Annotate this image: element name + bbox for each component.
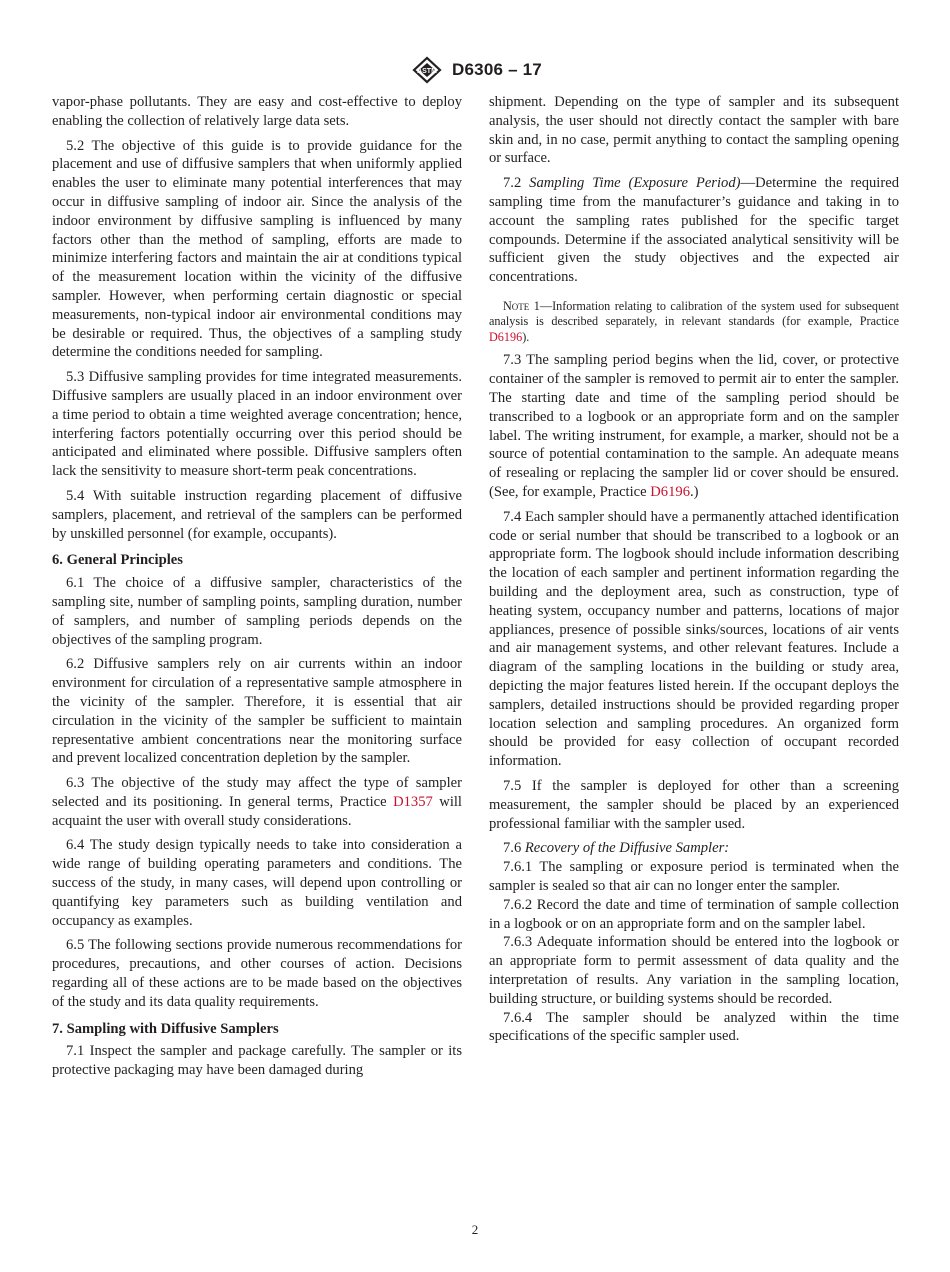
paragraph-continued: vapor-phase pollutants. They are easy and cost-effective to deploy enabling the collection of relatively large data sets.	[52, 94, 462, 129]
paragraph-7-6-1: 7.6.1 The sampling or exposure period is terminated when the sampler is sealed so that air can no longer enter the sampler.	[489, 859, 899, 894]
document-id: D6306 – 17	[452, 60, 542, 79]
paragraph-6-5: 6.5 The following sections provide numerous recommendations for procedures, precautions, and other courses of action. Decisions regarding all of these actions are to be made based on the objectives of the study and its data quality requirements.	[52, 937, 462, 1010]
paragraph-6-1: 6.1 The choice of a diffusive sampler, characteristics of the sampling site, number of sampling points, sampling duration, number of samplers, and number of sampling periods depends on the objectives of the sampling program.	[52, 575, 462, 648]
page-number: 2	[471, 1222, 479, 1237]
paragraph-continued: shipment. Depending on the type of sampler and its subsequent analysis, the user should not directly contact the sampler with bare skin and, in no case, permit anything to contact the sampling opening or surface.	[489, 94, 899, 167]
paragraph-7-1: 7.1 Inspect the sampler and package carefully. The sampler or its protective packaging may have been damaged during	[52, 1043, 462, 1079]
section-heading-7: 7. Sampling with Diffusive Samplers	[52, 1020, 279, 1037]
astm-logo-icon	[408, 55, 446, 85]
paragraph-7-6: 7.6 Recovery of the Diffusive Sampler:	[503, 840, 730, 857]
paragraph-7-6-2: 7.6.2 Record the date and time of termination of sample collection in a logbook or on an appropriate form and on the sampler label.	[489, 896, 899, 932]
paragraph-5-4: 5.4 With suitable instruction regarding placement of diffusive samplers, placement, and retrieval of the samplers can be performed by unskilled personnel (for example, occupants).	[52, 487, 462, 542]
paragraph-6-3: 6.3 The objective of the study may affect the type of sampler selected and its positioning. In general terms, Practice D1357 will acquaint the user with overall study considerations.	[52, 775, 462, 829]
paragraph-5-2: 5.2 The objective of this guide is to provide guidance for the placement and use of diffusive samplers that when uniformly applied enables the user to eliminate many potential interferences that may occur in diffusive sampling of indoor air. Since the analysis of the indoor environment by diffusive sampling is influenced by many factors other than the method of sampling, efforts are made to minimize interfering factors and maintain the air at conditions typical of the measurement location within the vicinity of the diffusive sampler. However, when performing certain diagnostic or special measurements, non-typical indoor air environmental conditions may be desirable or required. Thus, the objectives of a sampling study determine the conditions needed for sampling.	[52, 137, 462, 361]
paragraph-7-4: 7.4 Each sampler should have a permanently attached identification code or serial number that should be transcribed to a logbook or an appropriate form. The logbook should include information describing the location of each sampler and pertinent information regarding the building and the deployment area, such as construction, type of heating system, occupancy number and patterns, locations of major appliances, presence of possible sinks/sources, locations of air vents and air management systems, and other relevant features. Include a diagram of the sampling locations in the building or study area, depicting the major features listed herein. If the occupant deploys the samplers, detailed instructions should be provided regarding proper location selection and sampling procedures. An organized form should be provided for easy collection of occupant recorded information.	[489, 508, 899, 770]
left-column	[52, 93, 462, 1086]
paragraph-7-6-4: 7.6.4 The sampler should be analyzed within the time specifications of the specific sampler used.	[489, 1009, 899, 1045]
paragraph-7-6-3: 7.6.3 Adequate information should be entered into the logbook or an appropriate form to permit assessment of data quality and the interpretation of results. Any variation in the sampling location, building structure, or building systems should be recorded.	[489, 934, 899, 1007]
section-heading-6: 6. General Principles	[52, 552, 183, 569]
paragraph-7-5: 7.5 If the sampler is deployed for other than a screening measurement, the sampler should be placed by an experienced professional familiar with the sampler used.	[489, 778, 899, 832]
svg-text:ASTM: ASTM	[417, 68, 437, 75]
paragraph-7-2: 7.2 Sampling Time (Exposure Period)—Determine the required sampling time from the manufacturer’s guidance and taking in to account the sampling rates published for the specific target compounds. Determine if the associated analytical sensitivity will be sufficient given the study objectives and the expected air concentrations.	[489, 175, 899, 286]
right-column	[489, 93, 899, 1046]
paragraph-6-2: 6.2 Diffusive samplers rely on air currents within an indoor environment for circulation of a representative sample atmosphere in the vicinity of the sampler. Therefore, it is essential that air circulation in the vicinity of the sampler be sufficient to maintain representative ambient concentrations near the monitoring surface and prevent localized concentration depletion by the sampler.	[52, 656, 462, 767]
reference-link-d1357[interactable]: D1357	[393, 793, 433, 810]
paragraph-7-3: 7.3 The sampling period begins when the lid, cover, or protective container of the sampler is removed to permit air to enter the sampler. The starting date and time of the sampling period should be transcribed to a logbook or an appropriate form and on the sampler label. The writing instrument, for example, a marker, should not be a source of potential contamination to the sample. An adequate means of resealing or replacing the sampler lid or cover should be ensured. (See, for example, Practice D6196.)	[489, 352, 899, 501]
note-1: Note 1—Information relating to calibration of the system used for subsequent analysis is described separately, in relevant standards (for example, Practice D6196).	[489, 298, 899, 344]
paragraph-6-4: 6.4 The study design typically needs to take into consideration a wide range of building operating parameters and conditions. The success of the study, in many cases, will depend upon controlling or quantifying key parameters such as building ventilation and occupancy as examples.	[52, 837, 462, 929]
reference-link-d6196[interactable]: D6196	[489, 329, 523, 344]
paragraph-5-3: 5.3 Diffusive sampling provides for time integrated measurements. Diffusive samplers are usually placed in an indoor environment over a time period to obtain a time weighted average concentration; hence, interfering factors potentially occurring over this period should be anticipated and eliminated where possible. Diffusive samplers often lack the sensitivity to measure short-term peak concentrations.	[52, 369, 462, 480]
reference-link-d6196[interactable]: D6196	[650, 484, 690, 501]
page-header	[0, 55, 950, 85]
